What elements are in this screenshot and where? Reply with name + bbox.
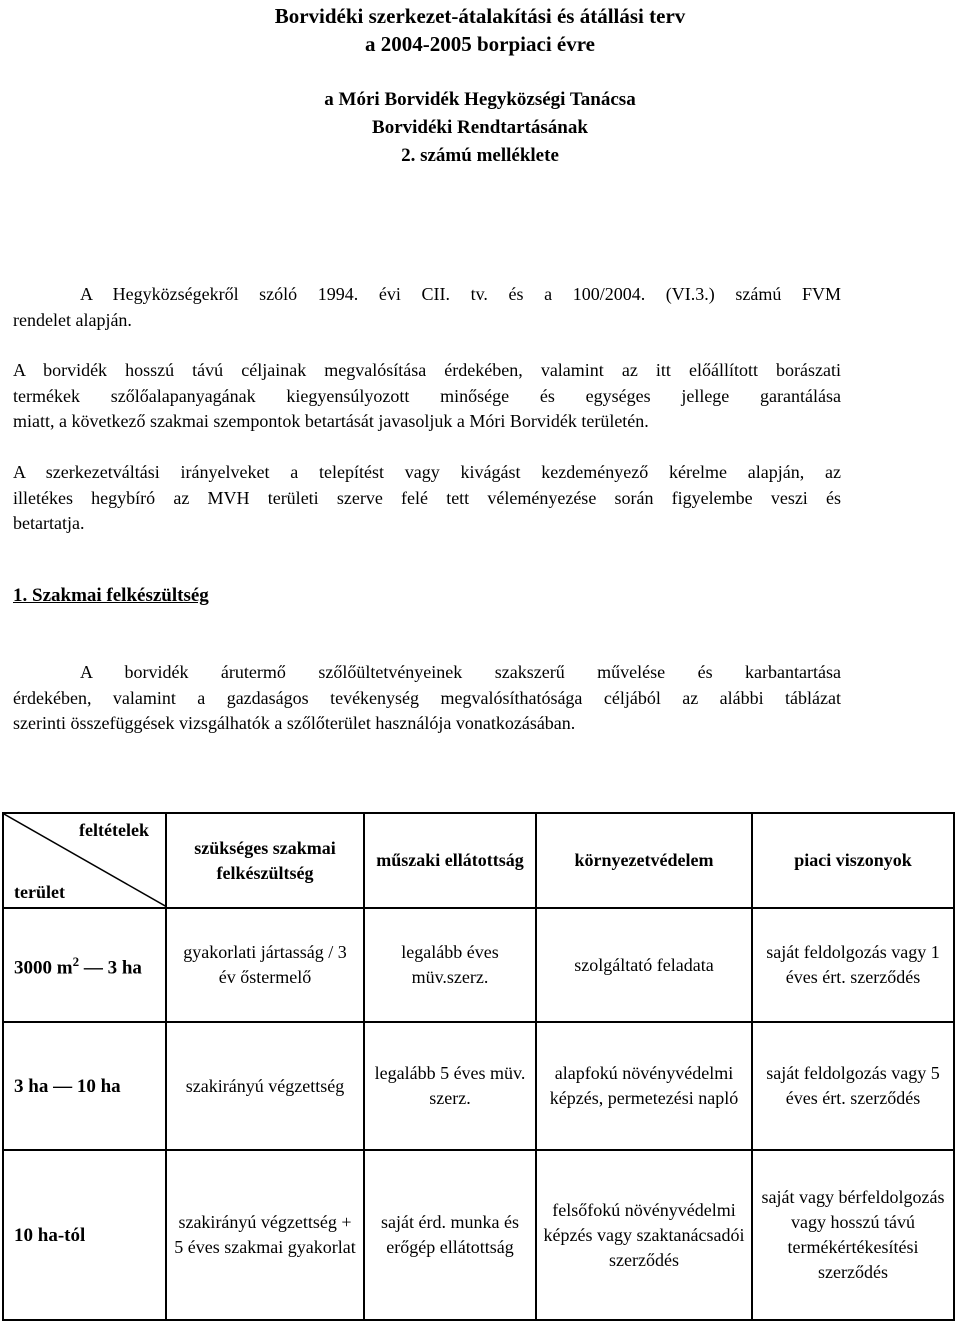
column-header: környezetvédelem: [536, 813, 752, 908]
paragraph-line: érdekében, valamint a gazdaságos tevékenység megvalósíthatósága céljából az alábbi táblázat: [13, 687, 841, 708]
paragraph-line: rendelet alapján.: [13, 309, 132, 330]
table-row: [3, 1022, 954, 1150]
title-line-1: Borvidéki szerkezet-átalakítási és átállási terv: [274, 4, 686, 28]
paragraph-line: A szerkezetváltási irányelveket a telepítést vagy kivágást kezdeményező kérelme alapján, az: [13, 462, 841, 482]
table-row: [3, 1150, 954, 1320]
table-cell: alapfokú növényvédelmi képzés, permetezési napló: [536, 1022, 752, 1150]
table-cell: szolgáltató feladata: [536, 908, 752, 1022]
legal-basis-paragraph: [13, 282, 841, 333]
table-row: [3, 908, 954, 1022]
table-cell: saját vagy bérfeldolgozás vagy hosszú távú termékértékesítési szerződés: [752, 1150, 954, 1320]
table-cell: gyakorlati jártasság / 3 év őstermelő: [166, 908, 364, 1022]
area-cell: 10 ha-tól: [3, 1150, 166, 1320]
paragraph-line: A borvidék hosszú távú céljainak megvalósítása érdekében, valamint az itt előállított borászati: [13, 360, 841, 380]
paragraph-line: betartatja.: [13, 513, 85, 533]
section-title: 1. Szakmai felkészültség: [13, 585, 209, 606]
table-cell: felsőfokú növényvédelmi képzés vagy szaktanácsadói szerződés: [536, 1150, 752, 1320]
table-cell: legalább 5 éves müv. szerz.: [364, 1022, 536, 1150]
column-header: szükséges szakmai felkészültség: [166, 813, 364, 908]
subtitle-line-1: a Móri Borvidék Hegyközségi Tanácsa: [324, 89, 636, 110]
requirements-table: [2, 812, 955, 1321]
guidelines-paragraph: [13, 460, 841, 537]
corner-label-conditions: feltételek: [79, 820, 149, 840]
subtitle-line-2: Borvidéki Rendtartásának: [372, 117, 588, 138]
table-cell: legalább éves müv.szerz.: [364, 908, 536, 1022]
document-title: [0, 2, 960, 58]
table-cell: saját feldolgozás vagy 1 éves ért. szerződés: [752, 908, 954, 1022]
column-header: műszaki ellátottság: [364, 813, 536, 908]
corner-cell: [3, 813, 166, 908]
table-cell: szakirányú végzettség: [166, 1022, 364, 1150]
title-line-2: a 2004-2005 borpiaci évre: [365, 32, 595, 56]
area-cell: 3000 $m^2$ — 3 ha: [3, 908, 166, 1022]
goals-paragraph: [13, 358, 841, 435]
table-cell: saját feldolgozás vagy 5 éves ért. szerződés: [752, 1022, 954, 1150]
paragraph-line: A Hegyközségekről szóló 1994. évi CII. tv. és a 100/2004. (VI.3.) számú FVM: [80, 284, 841, 304]
paragraph-line: szerinti összefüggések vizsgálhatók a szőlőterület használója vonatkozásában.: [13, 713, 576, 733]
paragraph-line: A borvidék árutermő szőlőültetvényeinek szakszerű művelése és karbantartása: [80, 662, 841, 682]
qualification-paragraph: [13, 660, 841, 737]
paragraph-line: miatt, a következő szakmai szempontok betartását javasoljuk a Móri Borvidék területén.: [13, 411, 649, 431]
area-cell: 3 ha — 10 ha: [3, 1022, 166, 1150]
document-subtitle: [0, 86, 960, 170]
table-header-row: [3, 813, 954, 908]
corner-label-area: terület: [14, 882, 65, 902]
paragraph-line: termékek szőlőalapanyagának kiegyensúlyozott minősége és egységes jellege garantálása: [13, 385, 841, 406]
table-cell: szakirányú végzettség + 5 éves szakmai gyakorlat: [166, 1150, 364, 1320]
table-cell: saját érd. munka és erőgép ellátottság: [364, 1150, 536, 1320]
subtitle-line-3: 2. számú melléklete: [401, 145, 559, 166]
paragraph-line: illetékes hegybíró az MVH területi szerve felé tett véleményezése során figyelembe veszi és: [13, 487, 841, 508]
column-header: piaci viszonyok: [752, 813, 954, 908]
